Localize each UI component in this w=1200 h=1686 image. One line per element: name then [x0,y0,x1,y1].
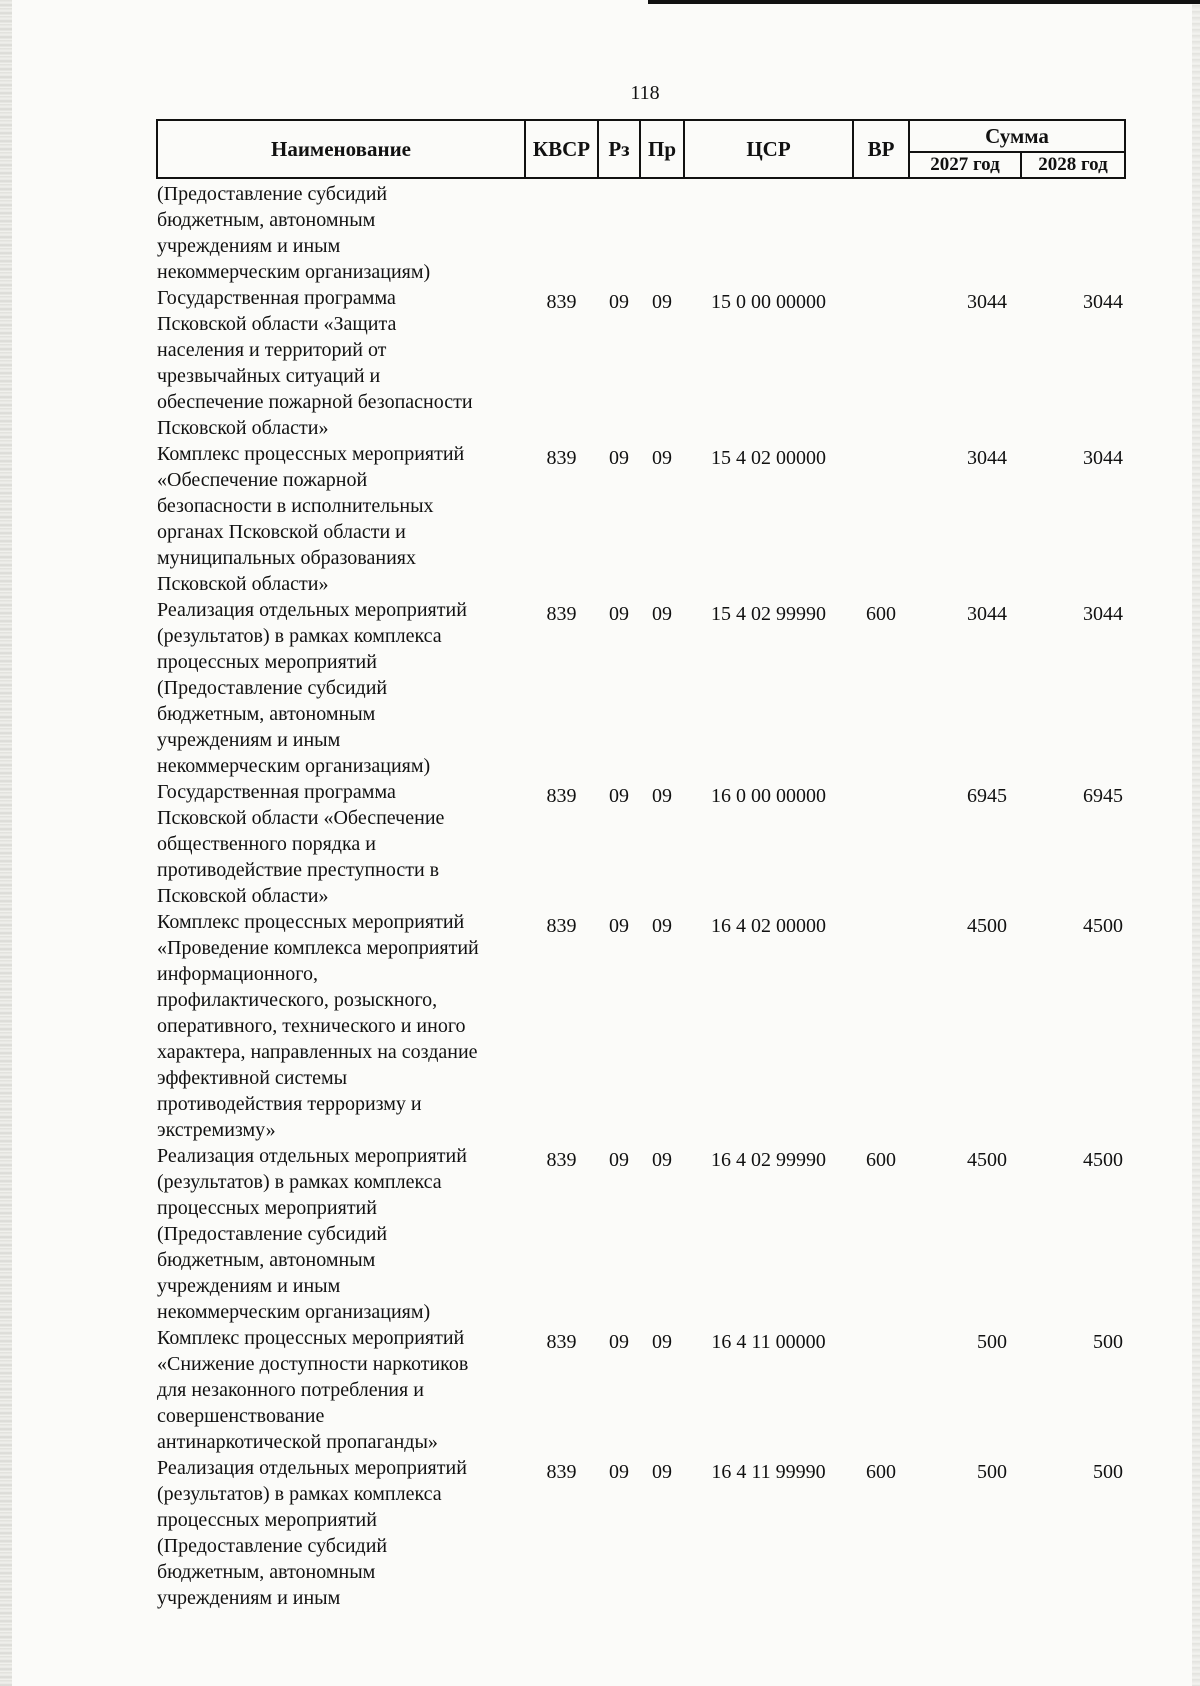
cell-name: Комплекс процессных мероприятий «Проведение комплекса мероприятий информационного, профилактического, розыскного, оперативного, технического и иного характера, направленных на создание эффективной системы противодействия терроризму и экстремизму» [157,911,479,1141]
cell-csr: 16 0 00 00000 [711,785,826,807]
cell-pr: 09 [652,785,672,807]
header-year-2027: 2027 год [909,152,1021,178]
cell-kvsr: 839 [546,1149,577,1171]
table-header [157,120,1125,178]
table-row [157,909,1125,1143]
cell-vr: 600 [866,1461,896,1483]
table-row [157,597,1125,779]
table-body [157,178,1125,1611]
cell-vr [853,779,909,909]
cell-rz: 09 [609,1461,629,1483]
cell-csr: 16 4 02 00000 [711,915,826,937]
cell-sum-2027: 3044 [967,603,1007,625]
cell-name: Комплекс процессных мероприятий «Обеспечение пожарной безопасности в исполнительных органах Псковской области и муниципальных образованиях Псковской области» [157,443,465,595]
cell-kvsr: 839 [546,603,577,625]
cell-csr: 16 4 11 00000 [711,1331,826,1353]
cell-name: Реализация отдельных мероприятий (результатов) в рамках комплекса процессных мероприятий (Предоставление субсидий бюджетным, автономным учреждениям и иным некоммерческим организациям) [157,599,467,777]
table-row [157,1455,1125,1611]
table-row [157,1325,1125,1455]
cell-kvsr: 839 [546,785,577,807]
header-vr: ВР [853,120,909,178]
cell-sum-2027: 4500 [967,1149,1007,1171]
cell-rz: 09 [609,291,629,313]
cell-kvsr: 839 [546,291,577,313]
cell-pr: 09 [652,1149,672,1171]
top-rule [648,0,1200,4]
cell-csr: 16 4 11 99990 [711,1461,826,1483]
scan-edge-left [0,0,12,1686]
table-row-continuation [157,178,1125,285]
cell-sum-2027: 500 [977,1331,1007,1353]
cell-csr: 15 4 02 00000 [711,447,826,469]
cell-name: Государственная программа Псковской области «Защита населения и территорий от чрезвычайных ситуаций и обеспечение пожарной безопасности Псковской области» [157,287,473,439]
cell-sum-2028: 3044 [1083,603,1123,625]
header-rz: Рз [598,120,640,178]
cell-pr: 09 [652,291,672,313]
header-pr: Пр [640,120,684,178]
cell-sum-2027: 3044 [967,447,1007,469]
cell-csr: 16 4 02 99990 [711,1149,826,1171]
cell-name: Реализация отдельных мероприятий (результатов) в рамках комплекса процессных мероприятий (Предоставление субсидий бюджетным, автономным учреждениям и иным некоммерческим организациям) [157,1145,467,1323]
cell-rz: 09 [609,1149,629,1171]
cell-pr: 09 [652,1461,672,1483]
cell-sum-2028: 500 [1093,1331,1123,1353]
cell-kvsr: 839 [546,1331,577,1353]
cell-rz: 09 [609,1331,629,1353]
cell-sum-2027: 500 [977,1461,1007,1483]
cell-kvsr: 839 [546,447,577,469]
cell-vr [853,285,909,441]
cell-kvsr: 839 [546,1461,577,1483]
cell-sum-2028: 3044 [1083,447,1123,469]
cell-sum-2027: 6945 [967,785,1007,807]
cell-sum-2028: 3044 [1083,291,1123,313]
cell-name: Государственная программа Псковской области «Обеспечение общественного порядка и противодействие преступности в Псковской области» [157,781,445,907]
cell-name: Реализация отдельных мероприятий (результатов) в рамках комплекса процессных мероприятий (Предоставление субсидий бюджетным, автономным учреждениям и иным [157,1457,467,1609]
cell-rz: 09 [609,915,629,937]
cell-pr: 09 [652,915,672,937]
cell-sum-2028: 4500 [1083,915,1123,937]
cell-vr: 600 [866,603,896,625]
cell-pr: 09 [652,1331,672,1353]
header-csr: ЦСР [684,120,853,178]
cell-vr [853,441,909,597]
page-number: 118 [630,82,660,104]
cell-sum-2028: 500 [1093,1461,1123,1483]
cell-sum-2027: 3044 [967,291,1007,313]
cell-sum-2028: 6945 [1083,785,1123,807]
table-row [157,779,1125,909]
cell-name: Комплекс процессных мероприятий «Снижение доступности наркотиков для незаконного потребления и совершенствование антинаркотической пропаганды» [157,1327,469,1453]
table-row [157,1143,1125,1325]
cell-vr [853,909,909,1143]
cell-csr: 15 4 02 99990 [711,603,826,625]
cell-pr: 09 [652,603,672,625]
cell-rz: 09 [609,785,629,807]
cell-sum-2028: 4500 [1083,1149,1123,1171]
cell-vr [853,1325,909,1455]
header-name: Наименование [157,120,525,178]
table-row [157,441,1125,597]
cell-sum-2027: 4500 [967,915,1007,937]
cell-kvsr: 839 [546,915,577,937]
cell-vr: 600 [866,1149,896,1171]
continuation-text: (Предоставление субсидий бюджетным, автономным учреждениям и иным некоммерческим организациям) [157,183,431,283]
scan-edge-right [1192,0,1200,1686]
header-year-2028: 2028 год [1021,152,1125,178]
cell-pr: 09 [652,447,672,469]
budget-table [156,119,1126,1611]
cell-csr: 15 0 00 00000 [711,291,826,313]
cell-rz: 09 [609,447,629,469]
cell-rz: 09 [609,603,629,625]
header-sum: Сумма [909,120,1125,152]
header-kvsr: КВСР [525,120,598,178]
table-row [157,285,1125,441]
